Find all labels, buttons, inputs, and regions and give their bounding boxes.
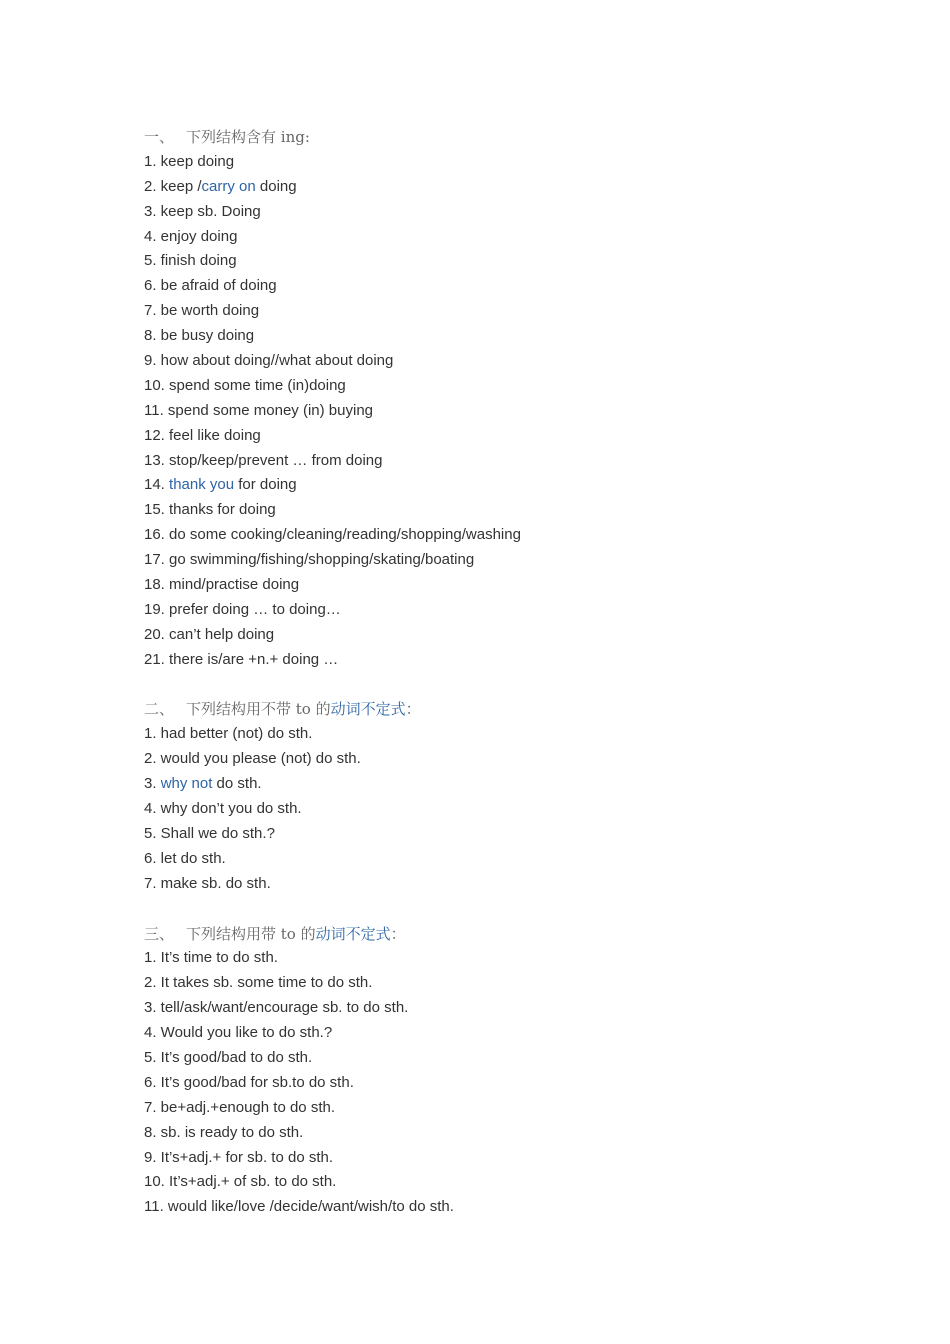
list-item: 8. sb. is ready to do sth. xyxy=(144,1123,304,1141)
list-item: 2. It takes sb. some time to do sth. xyxy=(144,974,373,992)
list-item-text: 14. xyxy=(144,476,170,494)
list-item: 10. spend some time (in)doing xyxy=(144,376,346,394)
list-item: 1. keep doing xyxy=(144,152,235,170)
list-item: 7. be+adj.+enough to do sth. xyxy=(144,1098,335,1116)
list-item-text: 3. xyxy=(144,775,161,793)
list-item: 19. prefer doing … to doing… xyxy=(144,600,341,618)
section-3-number: 三、 xyxy=(144,924,175,943)
list-item: 11. spend some money (in) buying xyxy=(144,401,374,419)
list-item: 5. finish doing xyxy=(144,252,237,270)
list-item: 2. would you please (not) do sth. xyxy=(144,750,361,768)
list-item: 11. would like/love /decide/want/wish/to do sth. xyxy=(144,1198,454,1216)
list-item: 5. Shall we do sth.? xyxy=(144,824,275,842)
list-item: 6. be afraid of doing xyxy=(144,277,277,295)
infinitive-link[interactable]: 动词不定式 xyxy=(315,924,391,943)
section-1-title: 下列结构含有 ing: xyxy=(186,128,310,146)
list-item: 6. let do sth. xyxy=(144,849,226,867)
list-item-text: do sth. xyxy=(212,775,262,793)
section-1-number: 一、 xyxy=(144,128,175,146)
list-item: 3. tell/ask/want/encourage sb. to do sth. xyxy=(144,999,409,1017)
spacer xyxy=(144,673,844,698)
carry-on-link[interactable]: carry on xyxy=(201,177,256,195)
list-item: 18. mind/practise doing xyxy=(144,576,300,594)
list-item: 21. there is/are +n.+ doing … xyxy=(144,650,339,668)
list-item: 6. It’s good/bad for sb.to do sth. xyxy=(144,1073,354,1091)
list-item: 1. It’s time to do sth. xyxy=(144,949,278,967)
list-item: 9. It’s+adj.+ for sb. to do sth. xyxy=(144,1148,334,1166)
list-item: 7. be worth doing xyxy=(144,302,260,320)
section-2-title-colon: ： xyxy=(405,700,421,719)
spacer xyxy=(144,897,844,922)
section-2-title: 下列结构用不带 to 的 xyxy=(186,700,331,719)
thank-you-link[interactable]: thank you xyxy=(169,476,235,494)
list-item: 9. how about doing//what about doing xyxy=(144,352,394,370)
list-item: 7. make sb. do sth. xyxy=(144,874,271,892)
section-2-heading xyxy=(144,697,844,722)
section-3-title-colon: ： xyxy=(390,924,406,943)
section-2-number: 二、 xyxy=(144,700,175,719)
list-item: 13. stop/keep/prevent … from doing xyxy=(144,451,383,469)
list-item: 1. had better (not) do sth. xyxy=(144,725,313,743)
list-item-text: for doing xyxy=(234,476,297,494)
list-item: 5. It’s good/bad to do sth. xyxy=(144,1048,313,1066)
list-item: 15. thanks for doing xyxy=(144,501,276,519)
list-item: 20. can’t help doing xyxy=(144,625,275,643)
list-item: 10. It’s+adj.+ of sb. to do sth. xyxy=(144,1173,337,1191)
list-item xyxy=(144,473,844,498)
list-item: 3. keep sb. Doing xyxy=(144,202,261,220)
list-item: 4. Would you like to do sth.? xyxy=(144,1024,333,1042)
why-not-link[interactable]: why not xyxy=(160,775,213,793)
section-3-title: 下列结构用带 to 的 xyxy=(186,924,316,943)
list-item xyxy=(144,772,844,797)
section-1-heading xyxy=(144,125,844,150)
list-item: 8. be busy doing xyxy=(144,327,255,345)
list-item: 12. feel like doing xyxy=(144,426,261,444)
section-3-heading xyxy=(144,922,844,947)
list-item xyxy=(144,175,844,200)
list-item-text: doing xyxy=(255,177,297,195)
list-item-text: 2. keep / xyxy=(144,177,202,195)
list-item: 16. do some cooking/cleaning/reading/shopping/washing xyxy=(144,526,521,544)
infinitive-link[interactable]: 动词不定式 xyxy=(330,700,406,719)
list-item: 17. go swimming/fishing/shopping/skating/boating xyxy=(144,551,475,569)
list-item: 4. enjoy doing xyxy=(144,227,238,245)
list-item: 4. why don’t you do sth. xyxy=(144,800,302,818)
document-page xyxy=(144,125,844,1220)
